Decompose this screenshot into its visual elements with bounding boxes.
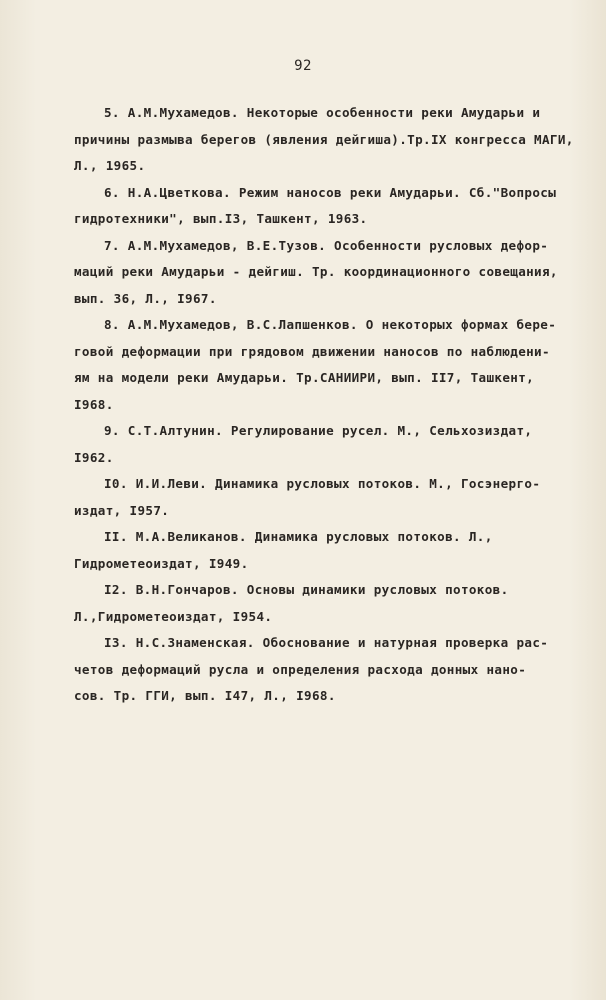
reference-line: причины размыва берегов (явления дейгиша).Тр.IX конгресса МАГИ, bbox=[74, 131, 574, 147]
reference-item bbox=[74, 418, 594, 471]
reference-line: II. М.А.Великанов. Динамика русловых потоков. Л., bbox=[104, 529, 493, 544]
reference-item bbox=[74, 577, 594, 630]
reference-line: I968. bbox=[74, 396, 114, 412]
reference-line: Л.,Гидрометеоиздат, I954. bbox=[74, 608, 273, 624]
reference-item bbox=[74, 630, 594, 710]
page-number: 92 bbox=[294, 58, 312, 74]
reference-line: 6. Н.А.Цветкова. Режим наносов реки Амударьи. Сб."Вопросы bbox=[104, 184, 557, 200]
reference-line: 5. А.М.Мухамедов. Некоторые особенности реки Амударьи и bbox=[104, 105, 541, 120]
reference-line: гидротехники", вып.I3, Ташкент, 1963. bbox=[74, 211, 368, 226]
reference-line: 8. А.М.Мухамедов, В.С.Лапшенков. О некоторых формах бере- bbox=[104, 317, 557, 332]
reference-line: I2. В.Н.Гончаров. Основы динамики русловых потоков. bbox=[104, 582, 509, 597]
reference-item bbox=[74, 312, 594, 418]
reference-line: I0. И.И.Леви. Динамика русловых потоков. М., Госэнерго- bbox=[104, 476, 541, 491]
reference-line: маций реки Амударьи - дейгиш. Тр. координационного совещания, bbox=[74, 264, 558, 279]
reference-line: сов. Тр. ГГИ, вып. I47, Л., I968. bbox=[74, 688, 336, 703]
reference-item bbox=[74, 100, 594, 180]
reference-line: 9. С.Т.Алтунин. Регулирование русел. М., Сельхозиздат, bbox=[104, 423, 533, 438]
reference-line: Гидрометеоиздат, I949. bbox=[74, 555, 249, 571]
reference-line: вып. 36, Л., I967. bbox=[74, 290, 217, 306]
reference-line: четов деформаций русла и определения расхода донных нано- bbox=[74, 661, 527, 677]
reference-line: Л., 1965. bbox=[74, 158, 146, 173]
reference-line: говой деформации при грядовом движении наносов по наблюдени- bbox=[74, 343, 550, 359]
reference-line: издат, I957. bbox=[74, 502, 170, 518]
reference-line: I3. Н.С.Знаменская. Обоснование и натурная проверка рас- bbox=[104, 635, 549, 650]
reference-line: I962. bbox=[74, 449, 114, 465]
reference-line: 7. А.М.Мухамедов, В.Е.Тузов. Особенности русловых дефор- bbox=[104, 237, 549, 253]
reference-list bbox=[74, 100, 594, 710]
reference-line: ям на модели реки Амударьи. Тр.САНИИРИ, вып. II7, Ташкент, bbox=[74, 370, 535, 385]
reference-item bbox=[74, 524, 594, 577]
reference-item bbox=[74, 180, 594, 233]
reference-item bbox=[74, 233, 594, 313]
reference-item bbox=[74, 471, 594, 524]
